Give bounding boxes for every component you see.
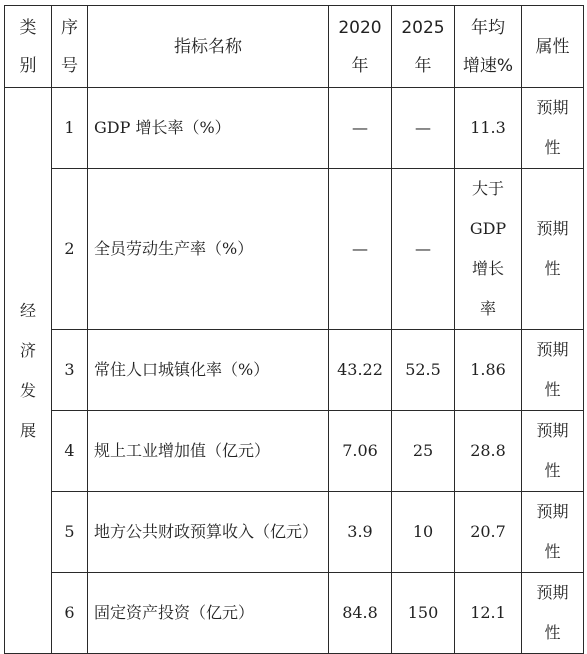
growth-line: 大于 — [471, 179, 504, 198]
attribute-cell — [522, 573, 584, 654]
header-seq-line: 序 — [61, 17, 78, 38]
value-2020-cell: 3.9 — [329, 492, 392, 573]
attribute-line: 性 — [544, 623, 561, 642]
attribute-cell — [522, 330, 584, 411]
header-2025-line: 2025 — [401, 17, 445, 38]
growth-line: 率 — [479, 299, 496, 318]
header-category-line: 类 — [19, 17, 37, 38]
value-2025-cell: — — [392, 169, 455, 330]
growth-line: 1.86 — [470, 360, 506, 379]
header-growth — [455, 6, 522, 88]
value-2025-cell: 52.5 — [392, 330, 455, 411]
attribute-line: 性 — [544, 542, 561, 561]
header-attribute: 属性 — [522, 6, 584, 88]
value-2020-cell: 7.06 — [329, 411, 392, 492]
growth-line: GDP — [469, 219, 507, 238]
header-name: 指标名称 — [88, 6, 329, 88]
attribute-line: 预期 — [536, 98, 569, 117]
value-2020-cell: — — [329, 169, 392, 330]
header-category-line: 别 — [19, 55, 37, 76]
growth-cell — [455, 573, 522, 654]
header-2025 — [392, 6, 455, 88]
growth-line: 28.8 — [470, 441, 506, 460]
value-2025-cell: 10 — [392, 492, 455, 573]
indicator-table — [4, 5, 584, 654]
header-seq — [52, 6, 88, 88]
growth-cell — [455, 88, 522, 169]
attribute-line: 预期 — [536, 421, 569, 440]
attribute-cell — [522, 411, 584, 492]
growth-line: 12.1 — [470, 603, 506, 622]
seq-cell: 4 — [52, 411, 88, 492]
attribute-line: 预期 — [536, 340, 569, 359]
attribute-cell — [522, 88, 584, 169]
table-row — [5, 169, 584, 330]
value-2020-cell: — — [329, 88, 392, 169]
header-growth-line: 增速% — [462, 55, 514, 76]
indicator-name-cell: 规上工业增加值（亿元） — [88, 411, 329, 492]
seq-cell: 2 — [52, 169, 88, 330]
header-2020-line: 2020 — [338, 17, 382, 38]
header-category — [5, 6, 52, 88]
growth-cell — [455, 169, 522, 330]
growth-line: 增长 — [471, 259, 504, 278]
header-growth-line: 年均 — [471, 17, 505, 38]
category-cell — [5, 88, 52, 654]
header-2020 — [329, 6, 392, 88]
indicator-name-cell: GDP 增长率（%） — [88, 88, 329, 169]
attribute-line: 预期 — [536, 219, 569, 238]
indicator-name-cell: 全员劳动生产率（%） — [88, 169, 329, 330]
table-row — [5, 573, 584, 654]
table-row — [5, 411, 584, 492]
attribute-line: 预期 — [536, 502, 569, 521]
category-char: 发 — [19, 380, 36, 400]
category-char: 展 — [19, 420, 36, 440]
header-2020-line: 年 — [351, 55, 369, 76]
value-2020-cell: 43.22 — [329, 330, 392, 411]
seq-cell: 6 — [52, 573, 88, 654]
attribute-cell — [522, 492, 584, 573]
table-row — [5, 88, 584, 169]
value-2020-cell: 84.8 — [329, 573, 392, 654]
value-2025-cell: 150 — [392, 573, 455, 654]
header-seq-line: 号 — [61, 55, 78, 76]
growth-line: 20.7 — [470, 522, 506, 541]
attribute-line: 性 — [544, 380, 561, 399]
category-char: 济 — [19, 340, 36, 360]
header-row — [5, 6, 584, 88]
indicator-name-cell: 固定资产投资（亿元） — [88, 573, 329, 654]
value-2025-cell: 25 — [392, 411, 455, 492]
attribute-line: 预期 — [536, 583, 569, 602]
category-char: 经 — [19, 300, 36, 320]
growth-cell — [455, 492, 522, 573]
attribute-cell — [522, 169, 584, 330]
growth-cell — [455, 330, 522, 411]
indicator-name-cell: 地方公共财政预算收入（亿元） — [88, 492, 329, 573]
attribute-line: 性 — [544, 461, 561, 480]
seq-cell: 5 — [52, 492, 88, 573]
table-row — [5, 492, 584, 573]
growth-cell — [455, 411, 522, 492]
table-row — [5, 330, 584, 411]
attribute-line: 性 — [544, 259, 561, 278]
seq-cell: 1 — [52, 88, 88, 169]
attribute-line: 性 — [544, 138, 561, 157]
growth-line: 11.3 — [470, 118, 506, 137]
indicator-name-cell: 常住人口城镇化率（%） — [88, 330, 329, 411]
header-2025-line: 年 — [414, 55, 432, 76]
seq-cell: 3 — [52, 330, 88, 411]
value-2025-cell: — — [392, 88, 455, 169]
